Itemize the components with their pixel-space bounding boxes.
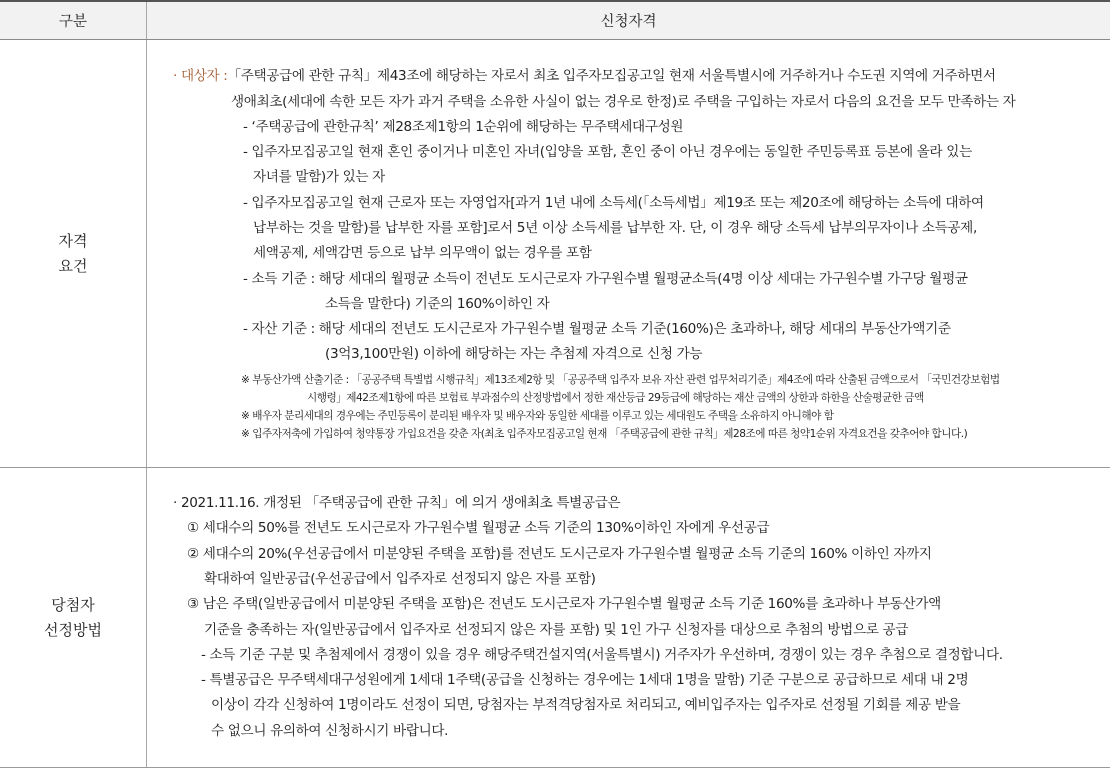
content-line: 소득을 말한다) 기준의 160%이하인 자 (173, 292, 1090, 317)
note-line: ※ 부동산가액 산출기준 : 「공공주택 특별법 시행규칙」제13조제2항 및 「공공주택 입주자 보유 자산 관련 업무처리기준」제4조에 따라 산출된 금액으로서 「국민건강보험법 (173, 371, 1090, 389)
content-line: 납부하는 것을 말함)를 납부한 자를 포함]로서 5년 이상 소득세를 납부한 자. 단, 이 경우 해당 소득세 납부의무자이나 소득공제, (173, 216, 1090, 241)
note-line: ※ 배우자 분리세대의 경우에는 주민등록이 분리된 배우자 및 배우자와 동일한 세대를 이루고 있는 세대원도 주택을 소유하지 아니해야 함 (173, 407, 1090, 425)
content-line: 자녀를 말함)가 있는 자 (173, 165, 1090, 190)
header-qualification: 신청자격 (147, 1, 1110, 40)
content-line: - 자산 기준 : 해당 세대의 전년도 도시근로자 가구원수별 월평균 소득 기준(160%)은 초과하나, 해당 세대의 부동산가액기준 (173, 317, 1090, 342)
content-line: 생애최초(세대에 속한 모든 자가 과거 주택을 소유한 사실이 없는 경우로 한정)로 주택을 구입하는 자로서 다음의 요건을 모두 만족하는 자 (173, 90, 1090, 115)
qualification-row (0, 40, 1110, 468)
row-label-line: 선정방법 (0, 618, 146, 643)
selection-content (147, 468, 1110, 768)
content-line: ② 세대수의 20%(우선공급에서 미분양된 주택을 포함)를 전년도 도시근로자 가구원수별 월평균 소득 기준의 160% 이하인 자까지 (173, 542, 1090, 567)
content-line: - 특별공급은 무주택세대구성원에게 1세대 1주택(공급을 신청하는 경우에는 1세대 1명을 말함) 기준 구분으로 공급하므로 세대 내 2명 (173, 668, 1090, 693)
content-line: ① 세대수의 50%를 전년도 도시근로자 가구원수별 월평균 소득 기준의 130%이하인 자에게 우선공급 (173, 516, 1090, 541)
row-label-qualification (0, 40, 147, 468)
content-line: - ‘주택공급에 관한규칙’ 제28조제1항의 1순위에 해당하는 무주택세대구성원 (173, 115, 1090, 140)
content-line: 세액공제, 세액감면 등으로 납부 의무액이 없는 경우를 포함 (173, 241, 1090, 266)
content-line: 확대하여 일반공급(우선공급에서 입주자로 선정되지 않은 자를 포함) (173, 567, 1090, 592)
target-text: 「주택공급에 관한 규칙」제43조에 해당하는 자로서 최초 입주자모집공고일 현재 서울특별시에 거주하거나 수도권 지역에 거주하면서 (228, 68, 996, 84)
content-line: - 입주자모집공고일 현재 근로자 또는 자영업자[과거 1년 내에 소득세(「소득세법」제19조 또는 제20조에 해당하는 소득에 대하여 (173, 191, 1090, 216)
qualification-content (147, 40, 1110, 468)
content-line: ③ 남은 주택(일반공급에서 미분양된 주택을 포함)은 전년도 도시근로자 가구원수별 월평균 소득 기준 160%를 초과하나 부동산가액 (173, 592, 1090, 617)
content-line: · 2021.11.16. 개정된 「주택공급에 관한 규칙」에 의거 생애최초 특별공급은 (173, 491, 1090, 516)
content-line: - 소득 기준 : 해당 세대의 월평균 소득이 전년도 도시근로자 가구원수별 월평균소득(4명 이상 세대는 가구원수별 가구당 월평균 (173, 267, 1090, 292)
target-marker: · 대상자 : (173, 68, 228, 84)
content-line: 이상이 각각 신청하여 1명이라도 선정이 되면, 당첨자는 부적격당첨자로 처리되고, 예비입주자는 입주자로 선정될 기회를 제공 받을 (173, 693, 1090, 718)
content-line: - 소득 기준 구분 및 추첨제에서 경쟁이 있을 경우 해당주택건설지역(서울특별시) 거주자가 우선하며, 경쟁이 있는 경우 추첨으로 결정합니다. (173, 643, 1090, 668)
content-line: 기준을 충족하는 자(일반공급에서 입주자로 선정되지 않은 자를 포함) 및 1인 가구 신청자를 대상으로 추첨의 방법으로 공급 (173, 618, 1090, 643)
content-line: (3억3,100만원) 이하에 해당하는 자는 추첨제 자격으로 신청 가능 (173, 342, 1090, 367)
header-category: 구분 (0, 1, 147, 40)
note-line: 시행령」제42조제1항에 따른 보험료 부과점수의 산정방법에서 정한 재산등급 29등급에 해당하는 재산 금액의 상한과 하한을 산술평균한 금액 (173, 389, 1090, 407)
content-line: - 입주자모집공고일 현재 혼인 중이거나 미혼인 자녀(입양을 포함, 혼인 중이 아닌 경우에는 동일한 주민등록표 등본에 올라 있는 (173, 140, 1090, 165)
row-label-line: 당첨자 (0, 593, 146, 618)
content-line: 수 없으니 유의하여 신청하시기 바랍니다. (173, 719, 1090, 744)
row-label-line: 자격 (0, 229, 146, 254)
row-label-line: 요건 (0, 254, 146, 279)
note-line: ※ 입주자저축에 가입하여 청약통장 가입요건을 갖춘 자(최초 입주자모집공고일 현재 「주택공급에 관한 규칙」제28조에 따른 청약1순위 자격요건을 갖추어야 합니다.) (173, 425, 1090, 443)
selection-row (0, 468, 1110, 768)
target-line (173, 64, 1090, 89)
table-header-row (0, 1, 1110, 40)
row-label-selection (0, 468, 147, 768)
